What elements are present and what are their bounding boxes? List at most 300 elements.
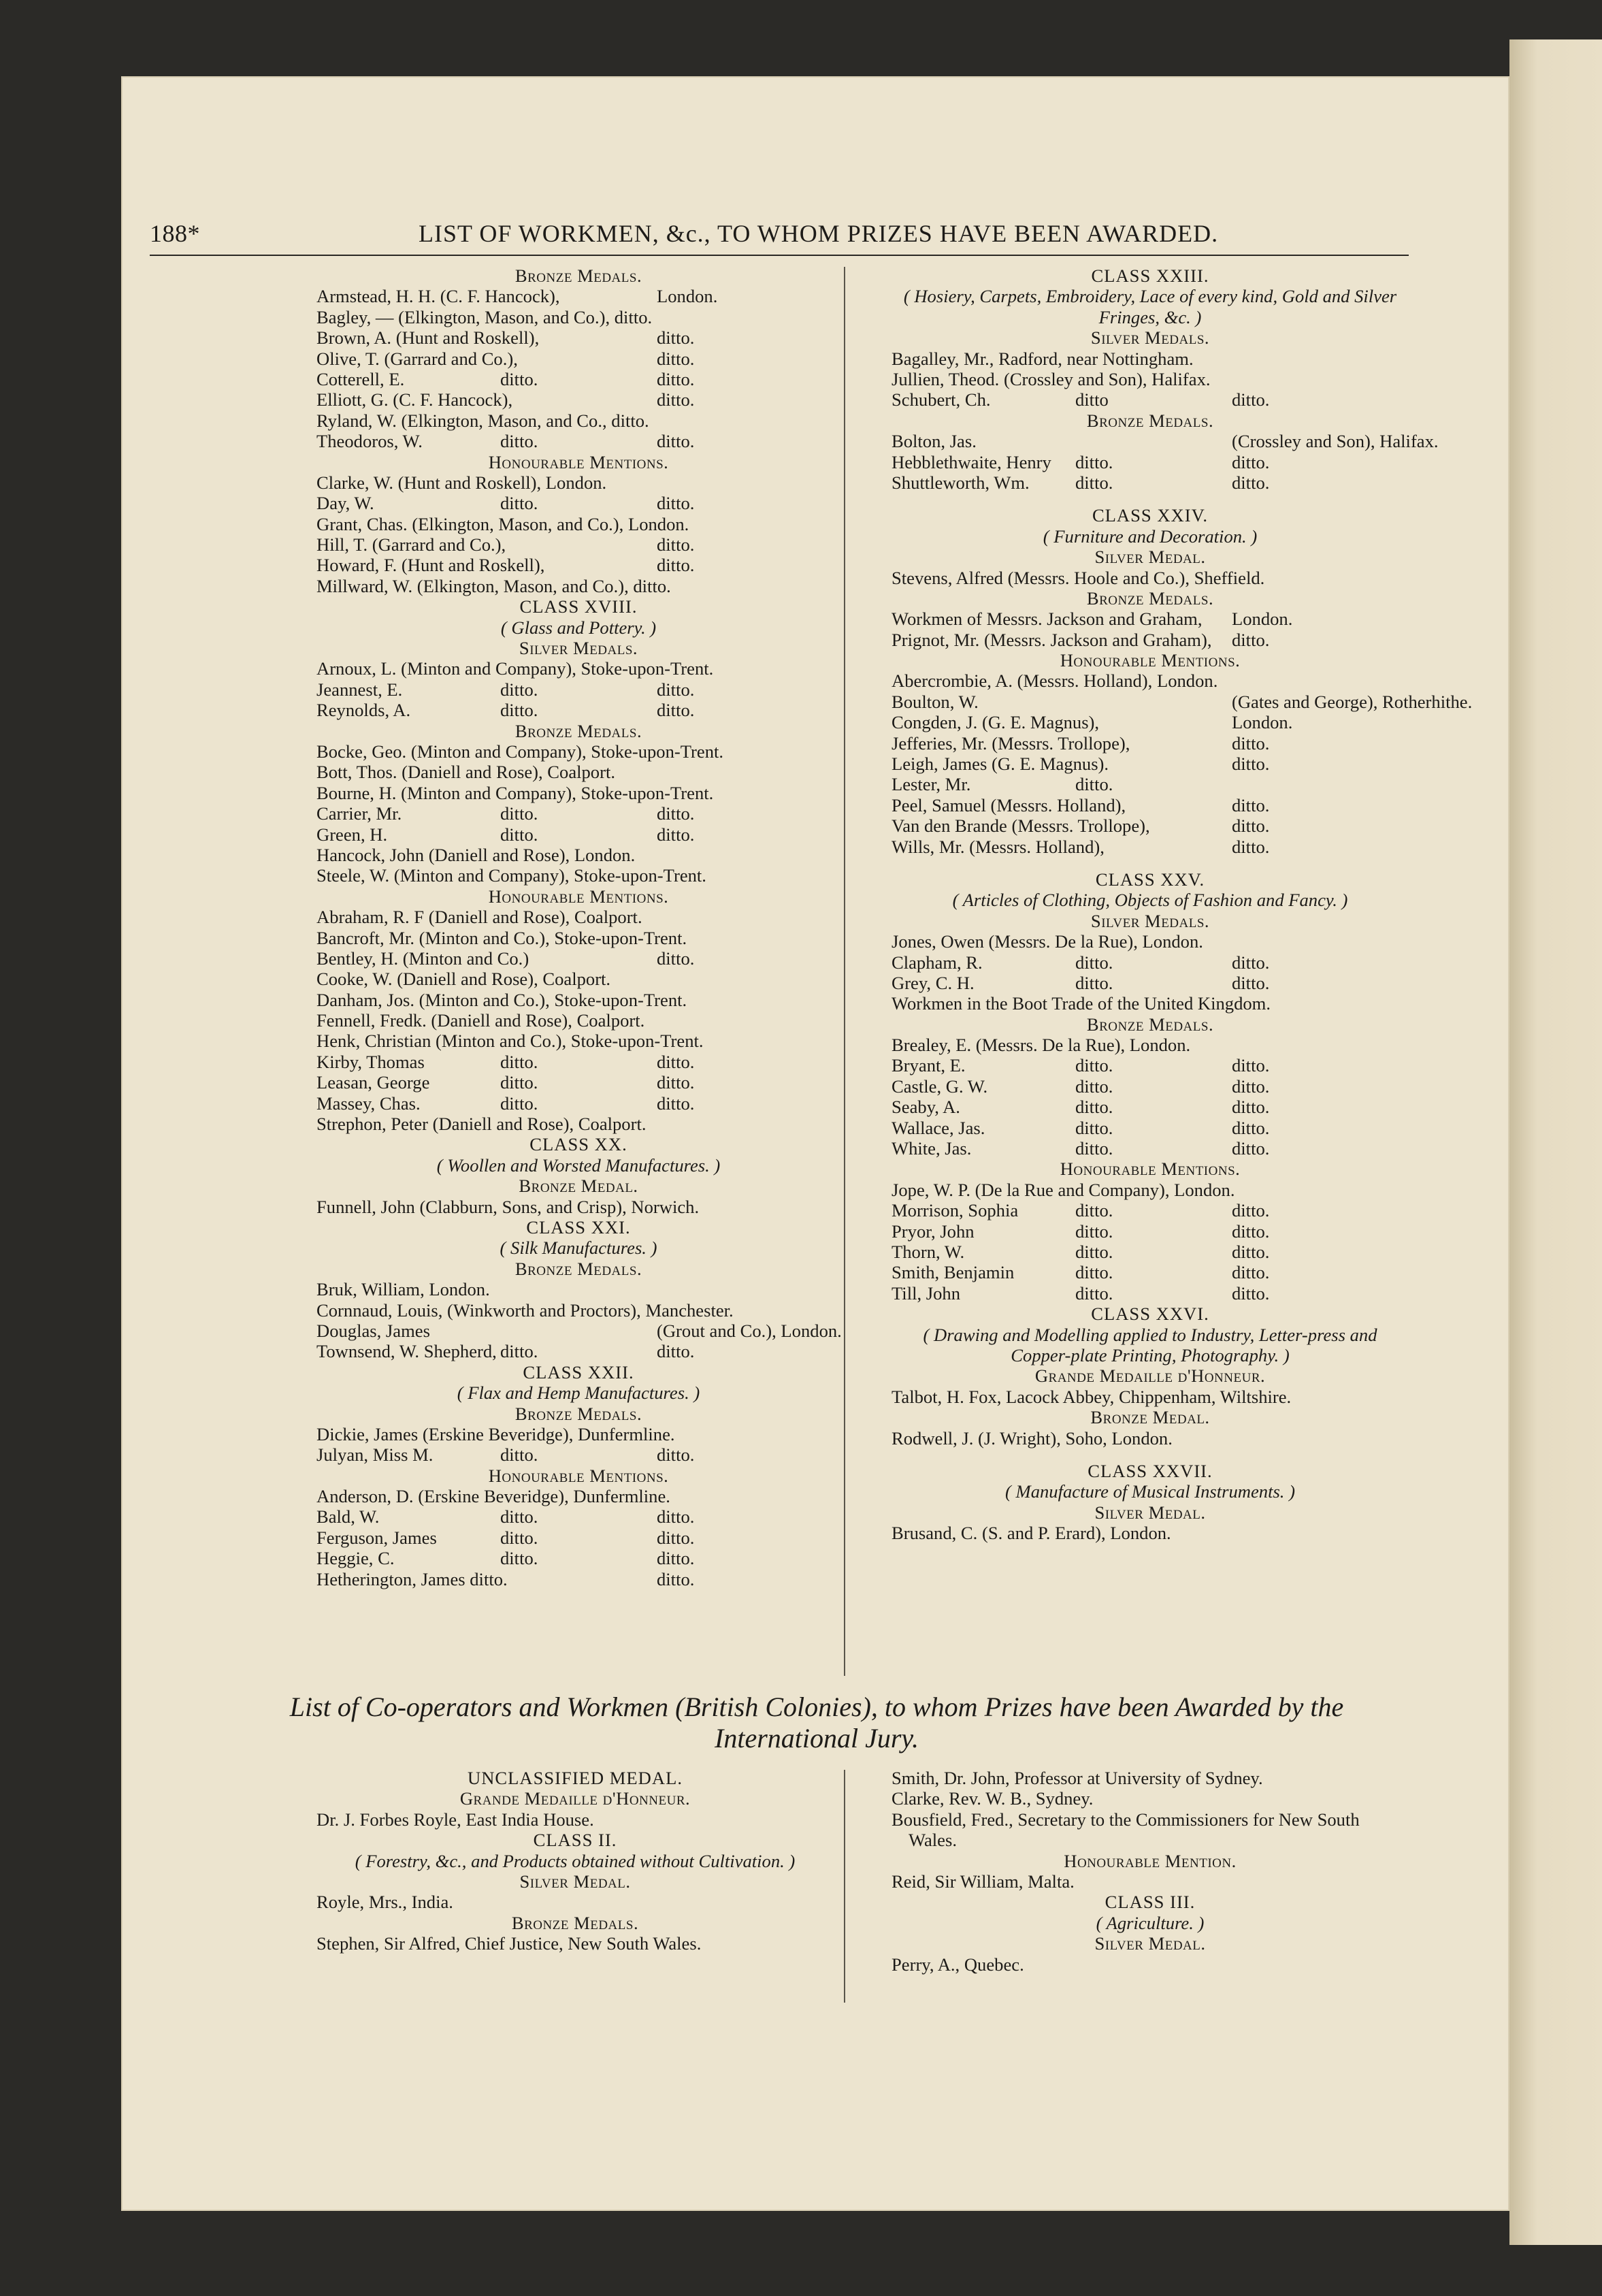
entry-name: Schubert, Ch.: [892, 389, 991, 410]
entry-row: [316, 783, 840, 803]
heading-row: [892, 1933, 1409, 1954]
entry-row: [316, 472, 840, 493]
class-heading: CLASS III.: [1105, 1892, 1196, 1913]
heading-row: [892, 588, 1409, 609]
class-subtitle: ( Furniture and Decoration. ): [1043, 526, 1258, 547]
heading-row: [892, 890, 1409, 910]
page-number: 188*: [150, 220, 200, 247]
entry-name: Clapham, R.: [892, 952, 983, 973]
entry-detail: ditto.: [1232, 972, 1270, 993]
entry-row: [892, 630, 1409, 650]
class-heading: CLASS XXV.: [1095, 869, 1205, 890]
entry-detail: ditto.: [1075, 1076, 1113, 1097]
entry-row: [316, 534, 840, 555]
entry-detail: ditto.: [657, 948, 695, 969]
entry-name: Ryland, W. (Elkington, Mason, and Co., ditto.: [316, 410, 649, 431]
entry-row: [316, 431, 840, 451]
entry-name: Brusand, C. (S. and P. Erard), London.: [892, 1523, 1171, 1544]
award-heading: Bronze Medals.: [514, 1258, 642, 1279]
entry-detail: ditto.: [500, 824, 538, 845]
award-heading: Silver Medals.: [519, 638, 638, 659]
entry-name: Wallace, Jas.: [892, 1117, 985, 1138]
entry-name: Shuttleworth, Wm.: [892, 472, 1030, 493]
heading-row: [316, 452, 840, 472]
heading-row: [892, 1481, 1409, 1502]
entry-name: Funnell, John (Clabburn, Sons, and Crisp), Norwich.: [316, 1196, 700, 1217]
class-heading: CLASS XXVII.: [1088, 1460, 1213, 1481]
entry-row: [316, 1933, 834, 1954]
heading-row: [316, 1913, 834, 1933]
entry-name: Douglas, James: [316, 1320, 430, 1341]
entry-row: [892, 1035, 1409, 1055]
entry-name: Howard, F. (Hunt and Roskell),: [316, 555, 545, 576]
entry-name: Lester, Mr.: [892, 774, 971, 795]
entry-detail: ditto.: [500, 1444, 538, 1466]
entry-detail: ditto.: [1075, 1138, 1113, 1159]
entry-row: [316, 286, 840, 306]
entry-name: Hill, T. (Garrard and Co.),: [316, 534, 506, 555]
heading-row: [316, 1383, 840, 1403]
column-divider-bottom: [844, 1770, 845, 2003]
heading-row: [892, 1913, 1409, 1933]
class-subtitle: ( Drawing and Modelling applied to Industry, Letter-press and Copper-plate Printing, Photography. ): [923, 1324, 1377, 1365]
entry-name: Congden, J. (G. E. Magnus),: [892, 712, 1100, 733]
heading-row: [316, 886, 840, 907]
entry-name: Bolton, Jas.: [892, 431, 977, 452]
entry-name: Hancock, John (Daniell and Rose), London.: [316, 844, 636, 865]
entry-row: [316, 1010, 840, 1031]
class-heading: CLASS XXIV.: [1092, 505, 1209, 526]
entry-detail: ditto.: [500, 700, 538, 721]
heading-row: [892, 526, 1409, 547]
entry-row: [316, 576, 840, 596]
class-subtitle: ( Articles of Clothing, Objects of Fashion and Fancy. ): [952, 890, 1348, 911]
entry-name: Massey, Chas.: [316, 1093, 421, 1114]
entry-detail: London.: [657, 286, 718, 307]
entry-text: Cornnaud, Louis, (Winkworth and Proctors), Manchester.: [316, 1299, 734, 1321]
heading-row: [892, 1461, 1409, 1481]
entry-detail: ditto.: [657, 1072, 695, 1093]
entry-name: Bentley, H. (Minton and Co.): [316, 948, 529, 969]
entry-row: [892, 369, 1409, 389]
entry-row: [316, 658, 840, 679]
entry-name: Workmen of Messrs. Jackson and Graham,: [892, 609, 1203, 630]
entry-row: [892, 670, 1409, 691]
entry-name: Smith, Dr. John, Professor at University of Sydney.: [892, 1768, 1263, 1788]
entry-row: [316, 928, 840, 948]
entry-detail: ditto.: [657, 555, 695, 576]
class-heading: CLASS XXIII.: [1091, 265, 1209, 286]
entry-name: Royle, Mrs., India.: [316, 1892, 453, 1913]
heading-row: [316, 1217, 840, 1238]
entry-row: [892, 389, 1409, 410]
entry-row: [316, 1548, 840, 1568]
award-heading: Bronze Medals.: [1086, 1014, 1214, 1035]
entry-name: Leasan, George: [316, 1072, 430, 1093]
entry-detail: ditto.: [1232, 952, 1270, 973]
colonies-left-column: [316, 1768, 834, 1954]
entry-name: Strephon, Peter (Daniell and Rose), Coalport.: [316, 1114, 647, 1135]
heading-row: [316, 265, 840, 286]
class-heading: CLASS XXI.: [526, 1216, 631, 1238]
class-subtitle: ( Woollen and Worsted Manufactures. ): [436, 1154, 721, 1176]
entry-detail: ditto.: [657, 1548, 695, 1569]
entry-name: Bryant, E.: [892, 1055, 966, 1076]
adjacent-page-edge: [1509, 39, 1602, 2245]
entry-name: Castle, G. W.: [892, 1076, 988, 1097]
entry-detail: ditto.: [1232, 1076, 1270, 1097]
column-divider: [844, 267, 845, 1676]
heading-row: [316, 1404, 840, 1424]
entry-detail: ditto.: [657, 1527, 695, 1548]
entry-name: Stevens, Alfred (Messrs. Hoole and Co.), Sheffield.: [892, 567, 1265, 588]
entry-row: [316, 845, 840, 865]
entry-row: [892, 1221, 1409, 1242]
entry-row: [892, 568, 1409, 588]
entry-row: [316, 1279, 840, 1299]
entry-row: [892, 1262, 1409, 1282]
entry-name: Dickie, James (Erskine Beveridge), Dunfermline.: [316, 1423, 675, 1444]
entry-row: [316, 1892, 834, 1912]
award-heading: Honourable Mentions.: [488, 1465, 669, 1486]
entry-name: Dr. J. Forbes Royle, East India House.: [316, 1809, 594, 1830]
heading-row: [316, 1176, 840, 1196]
entry-name: Steele, W. (Minton and Company), Stoke-upon-Trent.: [316, 865, 706, 886]
entry-row: [892, 1180, 1409, 1200]
entry-name: Jones, Owen (Messrs. De la Rue), London.: [892, 931, 1203, 952]
entry-detail: London.: [1232, 609, 1293, 630]
entry-detail: ditto.: [1232, 389, 1270, 410]
entry-row: [892, 1138, 1409, 1159]
award-heading: Silver Medal.: [1094, 1502, 1206, 1523]
entry-row: [892, 815, 1409, 836]
entry-detail: ditto.: [1075, 1262, 1113, 1283]
entry-detail: ditto.: [500, 1072, 538, 1093]
entry-row: [316, 803, 840, 824]
entry-detail: ditto.: [1232, 472, 1270, 493]
entry-detail: ditto.: [500, 1051, 538, 1072]
entry-name: Brown, A. (Hunt and Roskell),: [316, 327, 540, 349]
entry-name: Bocke, Geo. (Minton and Company), Stoke-upon-Trent.: [316, 741, 724, 762]
entry-row: [316, 1424, 840, 1444]
entry-row: [892, 754, 1409, 774]
entry-row: [892, 1768, 1409, 1788]
entry-name: Bourne, H. (Minton and Company), Stoke-upon-Trent.: [316, 782, 714, 803]
entry-row: [316, 1114, 840, 1134]
entry-name: Bott, Thos. (Daniell and Rose), Coalport.: [316, 762, 615, 783]
entry-name: Bald, W.: [316, 1506, 380, 1527]
entry-detail: ditto.: [657, 493, 695, 514]
entry-name: Julyan, Miss M.: [316, 1444, 434, 1466]
heading-row: [316, 596, 840, 617]
entry-detail: ditto.: [1232, 836, 1270, 857]
entry-row: [316, 1341, 840, 1361]
heading-row: [892, 1407, 1409, 1427]
entry-row: [316, 514, 840, 534]
entry-row: [316, 907, 840, 927]
heading-row: [316, 1259, 840, 1279]
entry-detail: ditto.: [1232, 794, 1270, 815]
heading-row: [892, 410, 1409, 431]
entry-detail: ditto.: [500, 803, 538, 824]
entry-detail: ditto.: [657, 1568, 695, 1589]
heading-row: [892, 1159, 1409, 1179]
entry-row: [316, 410, 840, 431]
entry-name: Prignot, Mr. (Messrs. Jackson and Graham),: [892, 629, 1212, 650]
heading-row: [892, 286, 1409, 327]
entry-detail: ditto.: [1232, 1220, 1270, 1242]
entry-detail: ditto.: [657, 1506, 695, 1527]
class-heading: CLASS II.: [533, 1830, 617, 1851]
heading-row: [892, 327, 1409, 348]
entry-name: Carrier, Mr.: [316, 803, 402, 824]
entry-row: [316, 948, 840, 969]
award-heading: Silver Medals.: [1090, 910, 1210, 931]
entry-name: Leigh, James (G. E. Magnus).: [892, 754, 1109, 775]
entry-detail: ditto.: [1232, 629, 1270, 650]
entry-detail: ditto.: [657, 1444, 695, 1466]
entry-name: Henk, Christian (Minton and Co.), Stoke-upon-Trent.: [316, 1031, 704, 1052]
heading-row: [316, 1871, 834, 1892]
class-heading: CLASS XVIII.: [519, 596, 638, 617]
award-heading: Bronze Medals.: [514, 265, 642, 286]
entry-name: Jeannest, E.: [316, 679, 403, 700]
entry-detail: ditto.: [500, 1093, 538, 1114]
entry-name: Millward, W. (Elkington, Mason, and Co.), ditto.: [316, 575, 671, 596]
award-heading: Silver Medals.: [1090, 327, 1210, 349]
award-heading: Honourable Mentions.: [488, 886, 669, 907]
entry-row: [892, 1097, 1409, 1117]
heading-row: [316, 1466, 840, 1486]
right-column: [892, 265, 1473, 1544]
entry-row: [892, 733, 1409, 754]
spacer: [892, 857, 1409, 869]
entry-detail: ditto.: [500, 493, 538, 514]
award-heading: Bronze Medals.: [514, 720, 642, 741]
class-heading: CLASS XXVI.: [1091, 1304, 1209, 1325]
entry-row: [892, 431, 1439, 452]
entry-detail: ditto.: [1075, 1220, 1113, 1242]
heading-row: [316, 1362, 840, 1383]
entry-detail: ditto.: [657, 348, 695, 369]
entry-row: [892, 691, 1473, 712]
entry-name: Cooke, W. (Daniell and Rose), Coalport.: [316, 969, 611, 990]
entry-detail: ditto.: [1075, 774, 1113, 795]
heading-row: [892, 1365, 1409, 1386]
class-subtitle: ( Forestry, &c., and Products obtained without Cultivation. ): [355, 1850, 796, 1871]
entry-name: Green, H.: [316, 824, 388, 845]
page-header: [150, 219, 1409, 257]
entry-detail: ditto.: [657, 700, 695, 721]
entry-row: [892, 1387, 1409, 1407]
entry-row: [892, 837, 1409, 857]
entry-detail: ditto.: [1232, 732, 1270, 754]
entry-name: Jefferies, Mr. (Messrs. Trollope),: [892, 732, 1130, 754]
entry-row: [316, 369, 840, 389]
entry-row: [316, 762, 840, 782]
entry-detail: ditto.: [500, 431, 538, 452]
heading-row: [892, 1851, 1409, 1871]
entry-name: Wills, Mr. (Messrs. Holland),: [892, 836, 1105, 857]
entry-name: Peel, Samuel (Messrs. Holland),: [892, 794, 1126, 815]
entry-name: Hetherington, James ditto.: [316, 1568, 508, 1589]
entry-name: White, Jas.: [892, 1138, 972, 1159]
entry-name: Armstead, H. H. (C. F. Hancock),: [316, 286, 560, 307]
heading-row: [316, 1788, 834, 1809]
entry-detail: ditto.: [500, 679, 538, 700]
entry-name: Bruk, William, London.: [316, 1279, 490, 1300]
entry-row: [316, 1569, 840, 1589]
class-subtitle: ( Glass and Pottery. ): [500, 617, 657, 638]
class-subtitle: ( Agriculture. ): [1096, 1912, 1205, 1933]
entry-row: [316, 349, 840, 369]
entry-detail: ditto.: [1232, 754, 1270, 775]
entry-detail: ditto.: [1075, 1117, 1113, 1138]
entry-name: Anderson, D. (Erskine Beveridge), Dunfermline.: [316, 1486, 670, 1507]
heading-row: [892, 547, 1409, 567]
entry-detail: ditto.: [657, 803, 695, 824]
entry-detail: ditto.: [500, 368, 538, 389]
entry-detail: ditto.: [1232, 1200, 1270, 1221]
entry-detail: ditto.: [1075, 952, 1113, 973]
entry-name: Danham, Jos. (Minton and Co.), Stoke-upon-Trent.: [316, 989, 687, 1010]
heading-row: [316, 617, 840, 638]
entry-name: Hebblethwaite, Henry: [892, 451, 1051, 472]
entry-detail: ditto.: [1232, 1117, 1270, 1138]
entry-row: [316, 700, 840, 720]
entry-name: Seaby, A.: [892, 1097, 960, 1118]
entry-row: [892, 1428, 1409, 1449]
entry-row: [892, 1242, 1409, 1262]
entry-row: [316, 969, 840, 989]
heading-row: [892, 1304, 1409, 1324]
entry-name: Theodoros, W.: [316, 431, 423, 452]
entry-name: Smith, Benjamin: [892, 1262, 1015, 1283]
entry-row: [892, 452, 1409, 472]
heading-row: [892, 1014, 1409, 1035]
entry-row: [892, 1055, 1409, 1076]
entry-row: [892, 795, 1409, 815]
entry-detail: ditto.: [1075, 1282, 1113, 1304]
entry-row: [316, 1031, 840, 1051]
entry-name: Jope, W. P. (De la Rue and Company), London.: [892, 1179, 1235, 1200]
entry-name: Van den Brande (Messrs. Trollope),: [892, 815, 1150, 837]
entry-detail: ditto.: [1232, 1055, 1270, 1076]
entry-row: [316, 307, 840, 327]
award-heading: Honourable Mentions.: [488, 451, 669, 472]
entry-row: [316, 1527, 840, 1548]
entry-name: Bancroft, Mr. (Minton and Co.), Stoke-upon-Trent.: [316, 927, 687, 948]
entry-name: Rodwell, J. (J. Wright), Soho, London.: [892, 1427, 1173, 1449]
heading-row: [892, 1502, 1409, 1523]
entry-row: [316, 555, 840, 575]
entry-name: Thorn, W.: [892, 1242, 965, 1262]
entry-detail: London.: [1232, 712, 1293, 733]
entry-name: Perry, A., Quebec.: [892, 1954, 1024, 1975]
entry-name: Clarke, W. (Hunt and Roskell), London.: [316, 472, 607, 493]
entry-detail: ditto.: [500, 1506, 538, 1527]
entry-name: Morrison, Sophia: [892, 1200, 1019, 1221]
entry-row: [316, 389, 840, 410]
entry-name: Workmen in the Boot Trade of the United Kingdom.: [892, 993, 1271, 1014]
entry-detail: ditto.: [500, 1548, 538, 1569]
entry-row: [316, 1072, 840, 1093]
award-heading: Grande Medaille d'Honneur.: [1034, 1365, 1266, 1387]
entry-row: [316, 1300, 840, 1321]
entry-row: [316, 1052, 840, 1072]
award-heading: Bronze Medals.: [514, 1403, 642, 1424]
entry-detail: ditto.: [1075, 1242, 1113, 1262]
entry-name: Day, W.: [316, 493, 374, 514]
entry-row: [316, 865, 840, 886]
entry-name: Jullien, Theod. (Crossley and Son), Halifax.: [892, 368, 1211, 389]
entry-row: [892, 931, 1409, 952]
entry-detail: ditto.: [500, 1527, 538, 1548]
entry-name: Reid, Sir William, Malta.: [892, 1871, 1075, 1892]
heading-row: [892, 911, 1409, 931]
entry-detail: ditto.: [1232, 1138, 1270, 1159]
award-heading: Bronze Medals.: [511, 1912, 639, 1933]
award-heading: Honourable Mentions.: [1060, 1159, 1241, 1180]
entry-row: [892, 1523, 1409, 1543]
entry-detail: ditto.: [1232, 451, 1270, 472]
entry-name: Kirby, Thomas: [316, 1051, 425, 1072]
entry-row: [316, 1321, 840, 1341]
entry-detail: ditto: [1075, 389, 1109, 410]
entry-detail: ditto.: [1232, 1262, 1270, 1283]
entry-detail: (Gates and George), Rotherhithe.: [1232, 691, 1473, 712]
class-subtitle: ( Hosiery, Carpets, Embroidery, Lace of every kind, Gold and Silver Fringes, &c. ): [903, 286, 1397, 327]
entry-row: [892, 1076, 1409, 1097]
class-heading: UNCLASSIFIED MEDAL.: [468, 1768, 683, 1788]
running-head: LIST OF WORKMEN, &c., TO WHOM PRIZES HAVE BEEN AWARDED.: [419, 220, 1219, 247]
entry-detail: ditto.: [657, 389, 695, 410]
entry-row: [316, 679, 840, 700]
entry-detail: ditto.: [657, 368, 695, 389]
entry-name: Boulton, W.: [892, 691, 979, 712]
entry-row: [892, 952, 1409, 973]
heading-row: [892, 869, 1409, 890]
entry-detail: ditto.: [1075, 451, 1113, 472]
entry-name: Townsend, W. Shepherd,: [316, 1341, 497, 1362]
entry-name: Bagley, — (Elkington, Mason, and Co.), ditto.: [316, 306, 653, 327]
entry-row: [892, 774, 1409, 794]
entry-row: [892, 1954, 1409, 1975]
class-subtitle: ( Silk Manufactures. ): [500, 1238, 657, 1259]
entry-row: [892, 1283, 1409, 1304]
entry-name: Heggie, C.: [316, 1548, 395, 1569]
entry-name: Cotterell, E.: [316, 368, 405, 389]
entry-detail: ditto.: [500, 1341, 538, 1362]
entry-row: [892, 1809, 1409, 1851]
entry-row: [316, 1809, 834, 1830]
entry-detail: ditto.: [657, 824, 695, 845]
award-heading: Grande Medaille d'Honneur.: [459, 1788, 691, 1809]
entry-name: Elliott, G. (C. F. Hancock),: [316, 389, 513, 410]
entry-row: [316, 990, 840, 1010]
entry-detail: (Grout and Co.), London.: [657, 1320, 842, 1341]
entry-name: Fennell, Fredk. (Daniell and Rose), Coalport.: [316, 1010, 645, 1031]
entry-row: [892, 1118, 1409, 1138]
left-column: [316, 265, 840, 1589]
entry-row: [316, 1444, 840, 1465]
award-heading: Bronze Medal.: [1090, 1407, 1210, 1428]
heading-row: [892, 650, 1409, 670]
award-heading: Bronze Medals.: [1086, 587, 1214, 609]
entry-row: [316, 1486, 840, 1506]
entry-detail: ditto.: [1075, 1200, 1113, 1221]
entry-detail: ditto.: [1075, 972, 1113, 993]
